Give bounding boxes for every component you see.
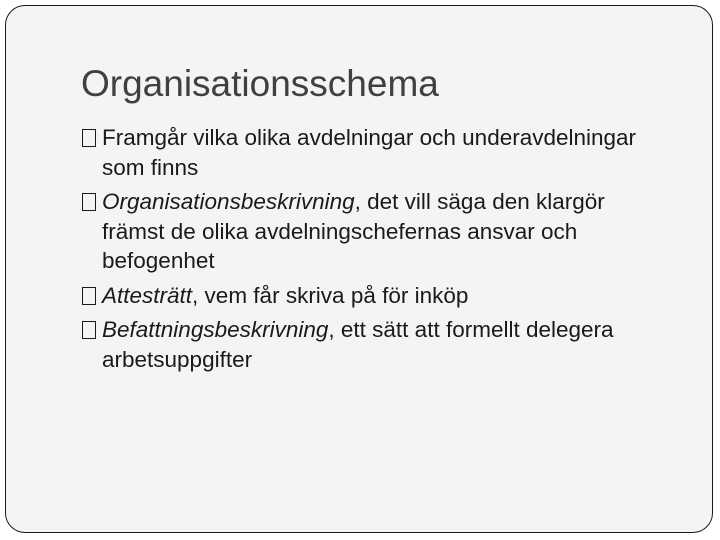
bullet-box-icon [82, 129, 96, 147]
bullet-body: Framgår vilka olika avdelningar och underavdelningar som finns [102, 125, 637, 180]
bullet-text [102, 317, 614, 372]
bullet-list [82, 123, 642, 379]
bullet-text [102, 283, 468, 308]
bullet-emphasis: Attesträtt [102, 282, 193, 308]
bullet-text [102, 189, 605, 273]
bullet-text [102, 125, 636, 180]
bullet-emphasis: Organisationsbeskrivning [102, 189, 355, 214]
bullet-body: , det vill säga den klargör främst de olika avdelningschefernas ansvar och befogenhet [102, 189, 605, 273]
slide-title: Organisationsschema [81, 63, 439, 104]
bullet-box-icon [82, 321, 96, 339]
bullet-body: , ett sätt att formellt delegera arbetsuppgifter [102, 317, 614, 372]
bullet-item [82, 315, 642, 374]
bullet-body: , vem får skriva på för inköp [192, 282, 469, 308]
bullet-box-icon [82, 287, 96, 305]
bullet-emphasis: Befattningsbeskrivning [102, 317, 329, 342]
bullet-item [82, 281, 642, 311]
bullet-item [82, 187, 642, 276]
bullet-box-icon [82, 193, 96, 211]
bullet-item [82, 123, 642, 182]
slide-frame [5, 5, 713, 533]
